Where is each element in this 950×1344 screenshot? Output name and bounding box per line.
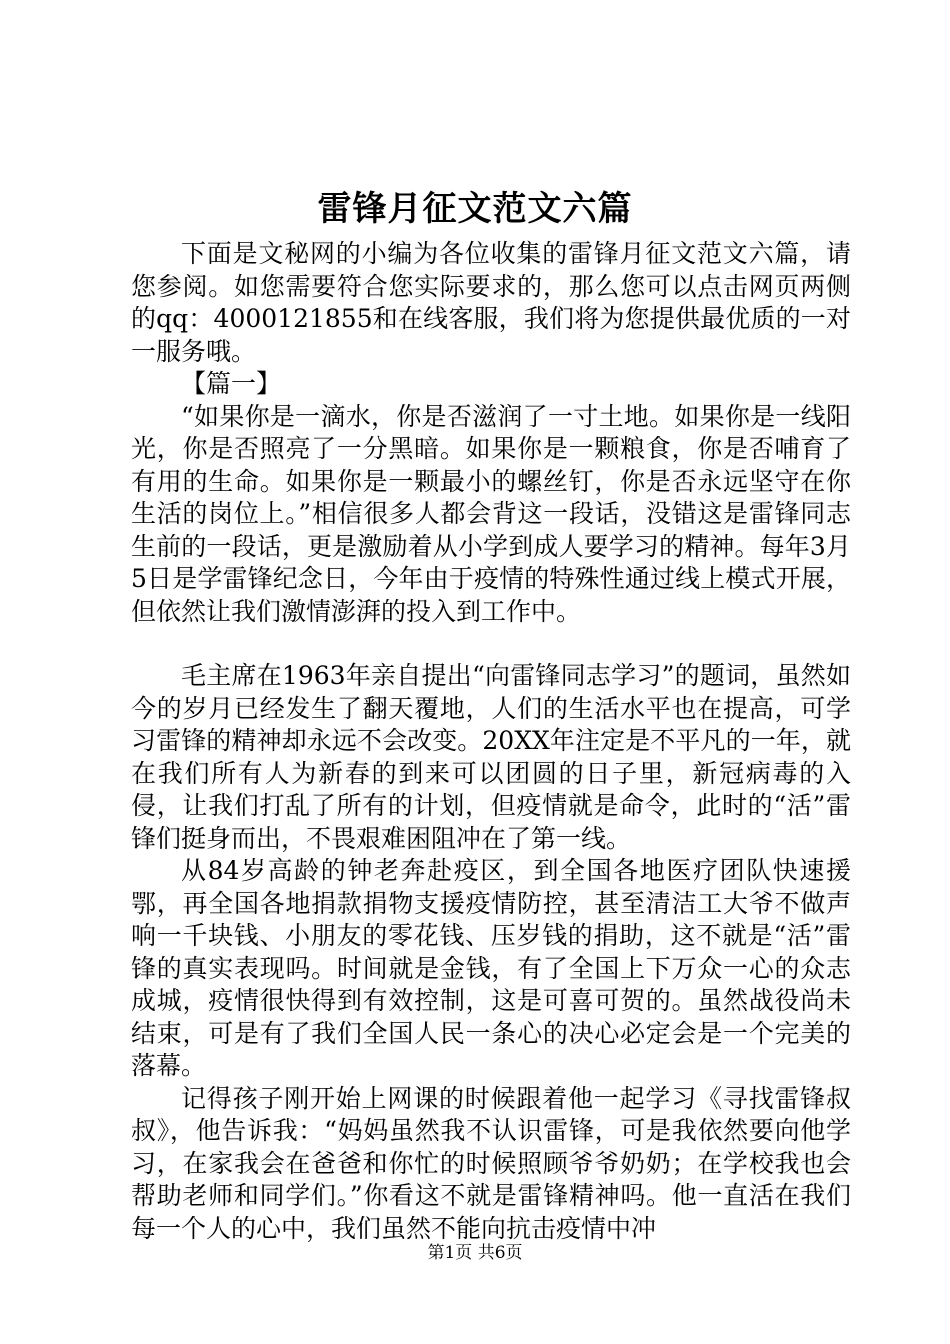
body-paragraph: 毛主席在1963年亲自提出“向雷锋同志学习”的题词，虽然如今的岁月已经发生了翻天覆地，人们的生活水平也在提高，可学习雷锋的精神却永远不会改变。20XX年注定是不平凡的一年，就在我们所有人为新春的到来可以团圆的日子里，新冠病毒的入侵，让我们打乱了所有的计划，但疫情就是命令，此时的“活”雷锋们挺身而出，不畏艰难困阻冲在了第一线。 bbox=[131, 661, 851, 853]
body-paragraph: “如果你是一滴水，你是否滋润了一寸土地。如果你是一线阳光，你是否照亮了一分黑暗。如果你是一颗粮食，你是否哺育了有用的生命。如果你是一颗最小的螺丝钉，你是否永远坚守在你生活的岗位上。”相信很多人都会背这一段话，没错这是雷锋同志生前的一段话，更是激励着从小学到成人要学习的精神。每年3月5日是学雷锋纪念日，今年由于疫情的特殊性通过线上模式开展，但依然让我们激情澎湃的投入到工作中。 bbox=[131, 401, 851, 626]
body-paragraph: 记得孩子刚开始上网课的时候跟着他一起学习《寻找雷锋叔叔》，他告诉我：“妈妈虽然我不认识雷锋，可是我依然要向他学习，在家我会在爸爸和你忙的时候照顾爷爷奶奶；在学校我也会帮助老师和同学们。”你看这不就是雷锋精神吗。他一直活在我们每一个人的心中，我们虽然不能向抗击疫情中冲 bbox=[131, 1083, 851, 1243]
document-title: 雷锋月征文范文六篇 bbox=[317, 189, 633, 229]
body-paragraph: 从84岁高龄的钟老奔赴疫区，到全国各地医疗团队快速援鄂，再全国各地捐款捐物支援疫情防控，甚至清洁工大爷不做声响一千块钱、小朋友的零花钱、压岁钱的捐助，这不就是“活”雷锋的真实表现吗。时间就是金钱，有了全国上下万众一心的众志成城，疫情很快得到有效控制，这是可喜可贺的。虽然战役尚未结束，可是有了我们全国人民一条心的决心必定会是一个完美的落幕。 bbox=[131, 856, 851, 1080]
section-heading: 【篇一】 bbox=[181, 369, 282, 398]
page-footer: 第1页 共6页 bbox=[427, 1243, 523, 1263]
document-body bbox=[131, 238, 851, 1245]
intro-paragraph: 下面是文秘网的小编为各位收集的雷锋月征文范文六篇，请您参阅。如您需要符合您实际要求的，那么您可以点击网页两侧的qq：4000121855和在线客服，我们将为您提供最优质的一对一服务哦。 bbox=[131, 239, 851, 366]
